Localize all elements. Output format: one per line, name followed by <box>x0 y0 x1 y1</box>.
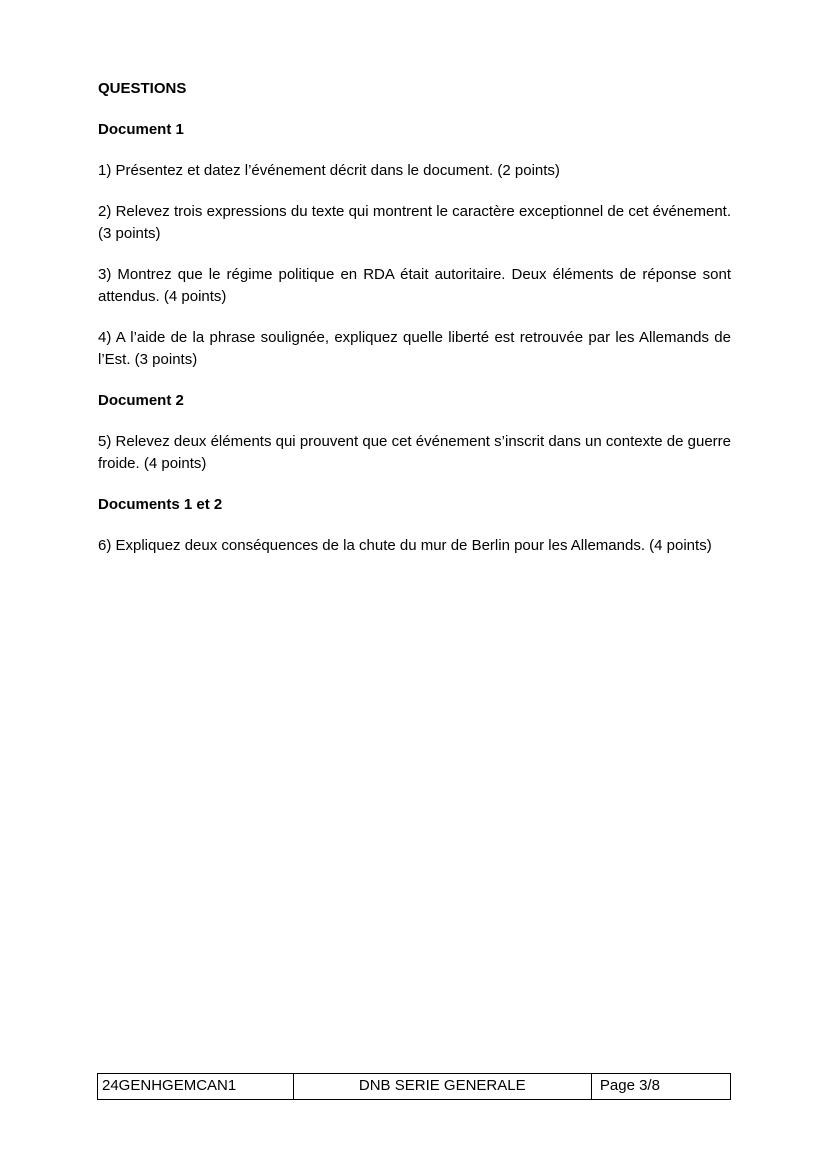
page-footer <box>97 1073 731 1100</box>
section-title-document-2: Document 2 <box>98 392 184 409</box>
section-title-document-1: Document 1 <box>98 121 184 138</box>
footer-table <box>97 1073 731 1100</box>
page-title: QUESTIONS <box>98 80 187 97</box>
question-4: 4) A l’aide de la phrase soulignée, expliquez quelle liberté est retrouvée par les Allemands de l’Est. (3 points) <box>98 329 731 368</box>
question-6: 6) Expliquez deux conséquences de la chute du mur de Berlin pour les Allemands. (4 points) <box>98 537 712 554</box>
footer-exam-title: DNB SERIE GENERALE <box>293 1074 591 1100</box>
question-5: 5) Relevez deux éléments qui prouvent que cet événement s’inscrit dans un contexte de guerre froide. (4 points) <box>98 433 731 472</box>
document-content <box>98 78 731 576</box>
question-2: 2) Relevez trois expressions du texte qui montrent le caractère exceptionnel de cet événement. (3 points) <box>98 203 731 242</box>
footer-page-number: Page 3/8 <box>591 1074 730 1100</box>
question-1: 1) Présentez et datez l’événement décrit dans le document. (2 points) <box>98 162 560 179</box>
section-title-documents-1-et-2: Documents 1 et 2 <box>98 496 223 513</box>
footer-reference-code: 24GENHGEMCAN1 <box>98 1074 294 1100</box>
question-3: 3) Montrez que le régime politique en RDA était autoritaire. Deux éléments de réponse sont attendus. (4 points) <box>98 266 731 305</box>
